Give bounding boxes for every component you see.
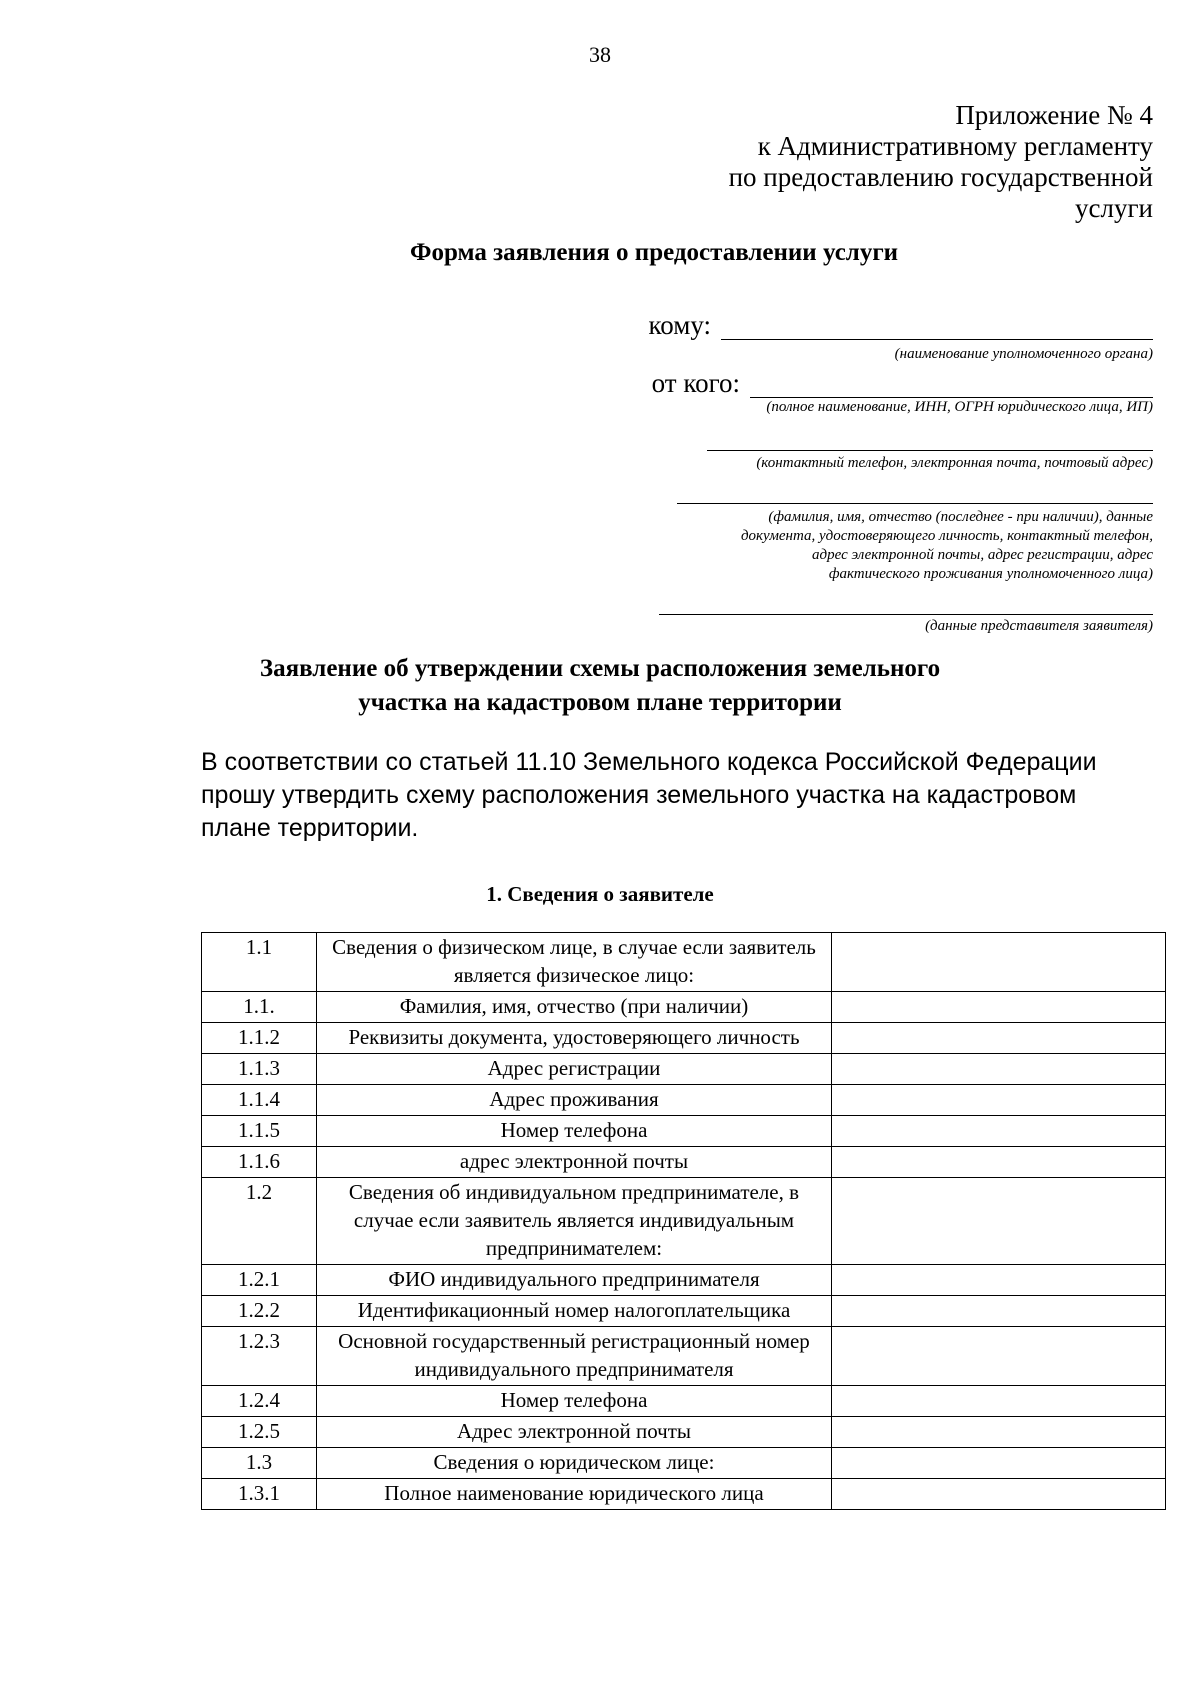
row-label: Адрес проживания (317, 1085, 832, 1116)
page-number: 38 (589, 42, 611, 67)
row-number: 1.2.5 (202, 1417, 317, 1448)
person-input-line[interactable] (677, 503, 1153, 504)
from-hint: (полное наименование, ИНН, ОГРН юридического лица, ИП) (766, 399, 1153, 415)
row-label: Фамилия, имя, отчество (при наличии) (317, 992, 832, 1023)
statement-title-line: участка на кадастровом плане территории (358, 689, 842, 716)
person-hint-line: адрес электронной почты, адрес регистрации, адрес (812, 547, 1153, 563)
row-number: 1.2.2 (202, 1296, 317, 1327)
table-row (202, 1296, 1166, 1327)
appendix-line: Приложение № 4 (955, 100, 1153, 130)
person-hint-line: документа, удостоверяющего личность, контактный телефон, (740, 528, 1153, 544)
row-value-cell[interactable] (832, 1386, 1166, 1417)
appendix-line: к Административному регламенту (757, 131, 1153, 161)
row-value-cell[interactable] (832, 992, 1166, 1023)
row-value-cell[interactable] (832, 1296, 1166, 1327)
row-value-cell[interactable] (832, 1417, 1166, 1448)
to-field (649, 310, 1153, 340)
row-value-cell[interactable] (832, 1116, 1166, 1147)
row-label: адрес электронной почты (317, 1147, 832, 1178)
row-value-cell[interactable] (832, 1147, 1166, 1178)
row-number: 1.1.2 (202, 1023, 317, 1054)
row-number: 1.3.1 (202, 1479, 317, 1510)
row-value-cell[interactable] (832, 1265, 1166, 1296)
table-row (202, 1178, 1166, 1265)
table-row (202, 1327, 1166, 1386)
row-label: Сведения об индивидуальном предпринимателе, в случае если заявитель является индивидуальным предпринимателем: (317, 1178, 832, 1265)
row-value-cell[interactable] (832, 1178, 1166, 1265)
table-row (202, 1054, 1166, 1085)
statement-title-line: Заявление об утверждении схемы расположения земельного (259, 655, 941, 682)
row-label: Реквизиты документа, удостоверяющего личность (317, 1023, 832, 1054)
row-number: 1.1. (202, 992, 317, 1023)
row-label: ФИО индивидуального предпринимателя (317, 1265, 832, 1296)
from-label: от кого: (651, 368, 740, 398)
row-number: 1.1.6 (202, 1147, 317, 1178)
table-row (202, 1265, 1166, 1296)
row-value-cell[interactable] (832, 933, 1166, 992)
row-label: Адрес регистрации (317, 1054, 832, 1085)
table-row (202, 933, 1166, 992)
table-row (202, 1147, 1166, 1178)
to-label: кому: (648, 310, 711, 340)
contact-input-line[interactable] (707, 450, 1153, 451)
body-text: В соответствии со статьей 11.10 Земельного кодекса Российской Федерации прошу утвердить схему расположения земельного участка на кадастровом плане территории. (201, 748, 1097, 842)
representative-input-line[interactable] (659, 614, 1153, 615)
row-number: 1.1.3 (202, 1054, 317, 1085)
table-row (202, 1479, 1166, 1510)
row-label: Номер телефона (317, 1116, 832, 1147)
appendix-line: по предоставлению государственной (728, 162, 1153, 192)
row-label: Сведения о юридическом лице: (317, 1448, 832, 1479)
row-value-cell[interactable] (832, 1054, 1166, 1085)
row-value-cell[interactable] (832, 1448, 1166, 1479)
row-label: Адрес электронной почты (317, 1417, 832, 1448)
table-row (202, 1116, 1166, 1147)
statement-title (0, 652, 1200, 720)
row-label: Идентификационный номер налогоплательщика (317, 1296, 832, 1327)
row-label: Полное наименование юридического лица (317, 1479, 832, 1510)
applicant-info-table (201, 932, 1166, 1510)
row-value-cell[interactable] (832, 1023, 1166, 1054)
row-value-cell[interactable] (832, 1327, 1166, 1386)
table-row (202, 1417, 1166, 1448)
table-row (202, 1023, 1166, 1054)
from-field (652, 368, 1153, 398)
row-number: 1.1 (202, 933, 317, 992)
table-row (202, 1386, 1166, 1417)
row-number: 1.3 (202, 1448, 317, 1479)
row-number: 1.2 (202, 1178, 317, 1265)
row-label: Основной государственный регистрационный номер индивидуального предпринимателя (317, 1327, 832, 1386)
row-label: Номер телефона (317, 1386, 832, 1417)
row-number: 1.1.5 (202, 1116, 317, 1147)
row-value-cell[interactable] (832, 1479, 1166, 1510)
table-row (202, 992, 1166, 1023)
section-title: 1. Сведения о заявителе (486, 882, 714, 906)
appendix-header (453, 100, 1153, 224)
to-input-line[interactable] (721, 317, 1153, 340)
form-title: Форма заявления о предоставлении услуги (410, 239, 899, 266)
table-row (202, 1448, 1166, 1479)
row-value-cell[interactable] (832, 1085, 1166, 1116)
row-label: Сведения о физическом лице, в случае если заявитель является физическое лицо: (317, 933, 832, 992)
contact-hint: (контактный телефон, электронная почта, почтовый адрес) (756, 455, 1153, 471)
row-number: 1.2.3 (202, 1327, 317, 1386)
from-input-line[interactable] (750, 375, 1153, 398)
representative-hint: (данные представителя заявителя) (925, 618, 1153, 634)
row-number: 1.2.4 (202, 1386, 317, 1417)
person-hint-line: (фамилия, имя, отчество (последнее - при наличии), данные (768, 509, 1153, 525)
person-hint-line: фактического проживания уполномоченного лица) (828, 566, 1153, 582)
table-row (202, 1085, 1166, 1116)
person-hint (741, 508, 1153, 584)
appendix-line: услуги (1075, 193, 1153, 223)
to-hint: (наименование уполномоченного органа) (894, 346, 1153, 362)
row-number: 1.1.4 (202, 1085, 317, 1116)
row-number: 1.2.1 (202, 1265, 317, 1296)
